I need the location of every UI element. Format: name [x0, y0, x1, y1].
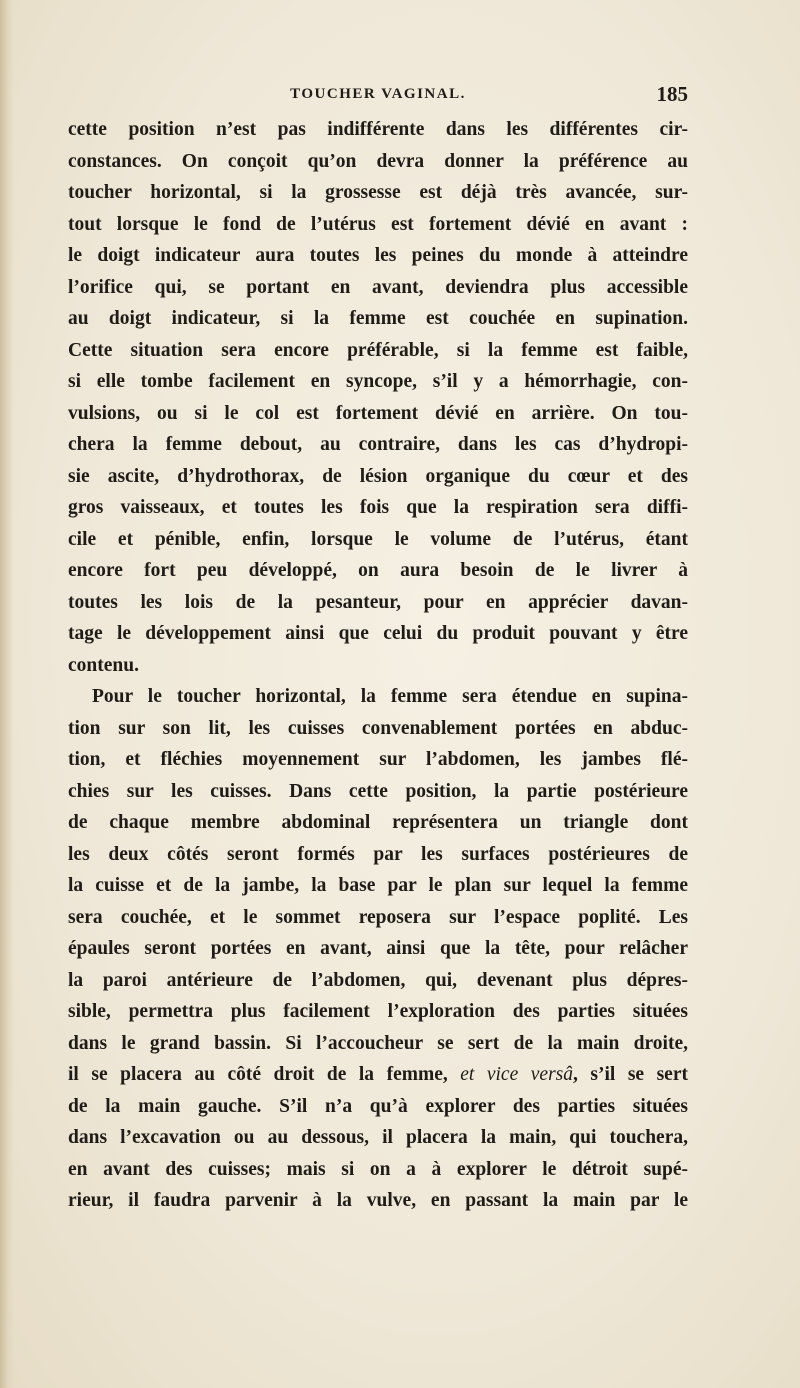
paragraph-1	[68, 114, 688, 681]
line-segment: , s’il se sert	[573, 1064, 688, 1085]
text-line: dans le grand bassin. Si l’accoucheur se sert de la main droite,	[68, 1032, 688, 1054]
text-line: la cuisse et de la jambe, la base par le plan sur lequel la femme	[68, 875, 688, 896]
text-line: gros vaisseaux, et toutes les fois que la respiration sera diffi-	[68, 497, 688, 518]
text-line: si elle tombe facilement en syncope, s’il y a hémorrhagie, con-	[68, 371, 688, 392]
text-line: tage le développement ainsi que celui du produit pouvant y être	[68, 623, 688, 644]
text-line: vulsions, ou si le col est fortement dévié en arrière. On tou-	[68, 402, 688, 424]
text-line: au doigt indicateur, si la femme est couchée en supination.	[68, 308, 688, 329]
text-line: la paroi antérieure de l’abdomen, qui, devenant plus dépres-	[68, 969, 688, 991]
text-line: cette position n’est pas indifférente dans les différentes cir-	[68, 119, 688, 140]
text-line: de chaque membre abdominal représentera un triangle dont	[68, 812, 688, 833]
text-line-with-italic	[68, 1059, 688, 1091]
text-line: Cette situation sera encore préférable, si la femme est faible,	[68, 339, 688, 361]
body-text	[68, 114, 688, 1217]
text-line: rieur, il faudra parvenir à la vulve, en passant la main par le	[68, 1190, 688, 1211]
text-line: en avant des cuisses; mais si on a à explorer le détroit supé-	[68, 1158, 688, 1180]
running-title: TOUCHER VAGINAL.	[290, 86, 466, 102]
text-line: Pour le toucher horizontal, la femme sera étendue en supina-	[92, 686, 688, 707]
text-line: épaules seront portées en avant, ainsi que la tête, pour relâcher	[68, 938, 688, 959]
text-line: tout lorsque le fond de l’utérus est fortement dévié en avant :	[68, 213, 688, 235]
text-line: chera la femme debout, au contraire, dans les cas d’hydropi-	[68, 434, 688, 455]
text-line: sie ascite, d’hydrothorax, de lésion organique du cœur et des	[68, 465, 688, 487]
text-line: les deux côtés seront formés par les surfaces postérieures de	[68, 843, 688, 865]
text-line: l’orifice qui, se portant en avant, deviendra plus accessible	[68, 276, 688, 298]
text-line: le doigt indicateur aura toutes les peines du monde à atteindre	[68, 245, 688, 266]
text-line: tion sur son lit, les cuisses convenablement portées en abduc-	[68, 717, 688, 739]
page-header	[68, 82, 688, 110]
text-line: chies sur les cuisses. Dans cette position, la partie postérieure	[68, 780, 688, 802]
text-line: toucher horizontal, si la grossesse est déjà très avancée, sur-	[68, 182, 688, 203]
text-line: contenu.	[68, 654, 139, 676]
paragraph-2	[68, 681, 688, 1217]
text-line: toutes les lois de la pesanteur, pour en apprécier davan-	[68, 591, 688, 613]
text-line: tion, et fléchies moyennement sur l’abdomen, les jambes flé-	[68, 749, 688, 770]
page-gutter-shadow	[0, 0, 14, 1388]
text-line: encore fort peu développé, on aura besoin de le livrer à	[68, 560, 688, 581]
text-line: cile et pénible, enfin, lorsque le volume de l’utérus, étant	[68, 528, 688, 550]
line-segment: il se placera au côté droit de la femme,	[68, 1064, 461, 1085]
italic-phrase: et vice versâ	[460, 1064, 573, 1085]
text-line: sible, permettra plus facilement l’exploration des parties situées	[68, 1001, 688, 1022]
text-line: sera couchée, et le sommet reposera sur l’espace poplité. Les	[68, 906, 688, 928]
text-line: dans l’excavation ou au dessous, il placera la main, qui touchera,	[68, 1127, 688, 1148]
text-line: constances. On conçoit qu’on devra donner la préférence au	[68, 150, 688, 172]
text-line: de la main gauche. S’il n’a qu’à explorer des parties situées	[68, 1095, 688, 1117]
page-number: 185	[656, 82, 688, 106]
